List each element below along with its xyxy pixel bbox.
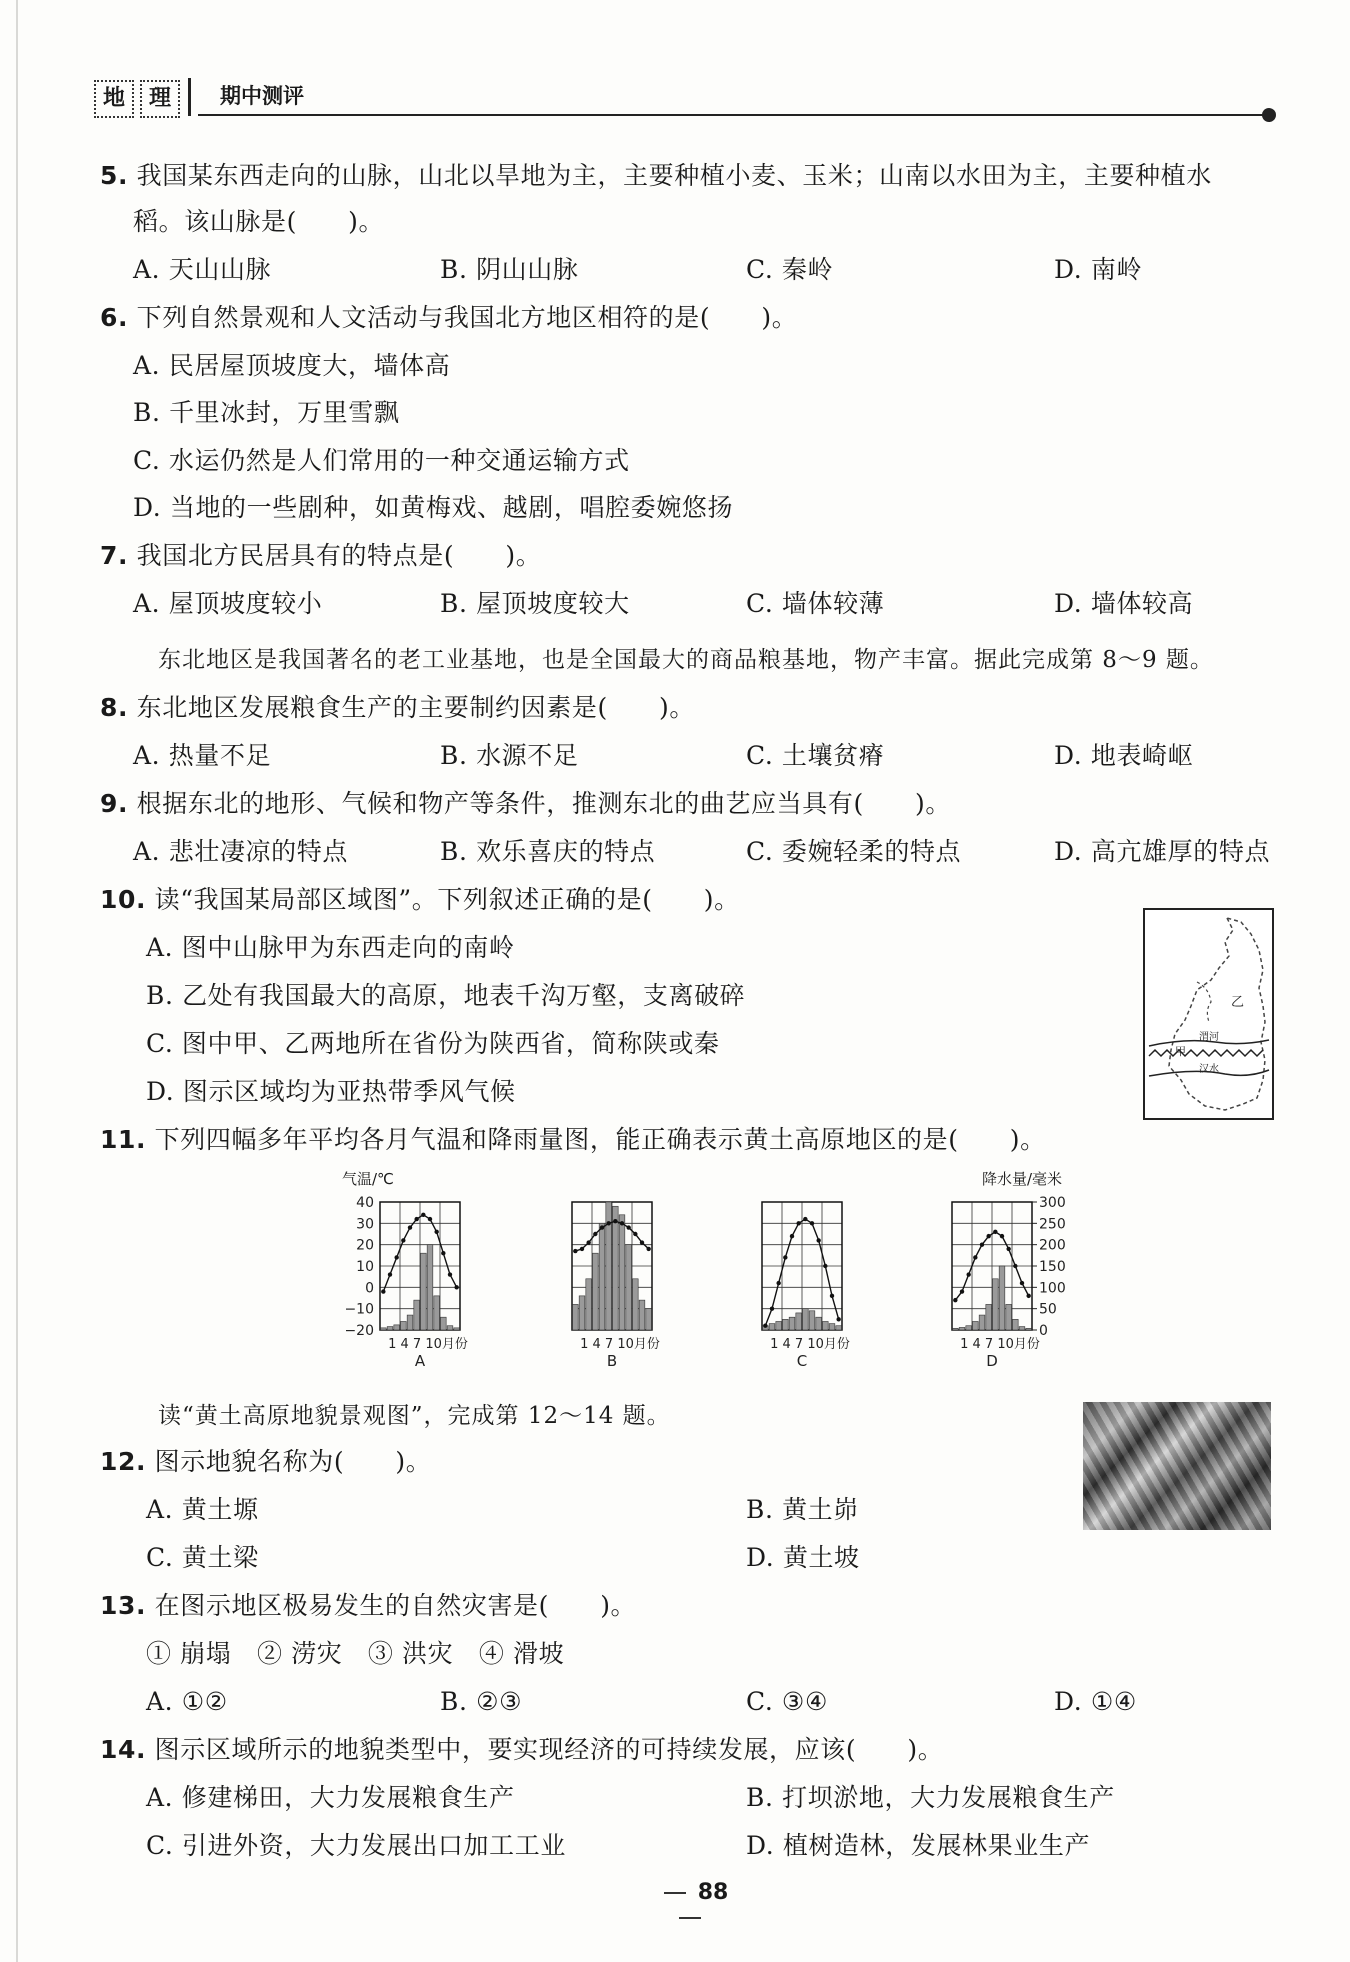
temp-point: [770, 1306, 774, 1310]
question-14: [100, 1734, 943, 1766]
question-number: 12.: [100, 1447, 147, 1476]
precip-bar: [633, 1279, 639, 1330]
precip-bar: [381, 1328, 387, 1330]
precip-bar: [776, 1321, 782, 1330]
chart-letter-label: B: [606, 1352, 618, 1368]
regional-map-drawing: [1145, 910, 1272, 1118]
question-12: [100, 1446, 431, 1478]
month-axis-label: 1 4 7 10月份: [580, 1337, 660, 1352]
temp-tick-label: 40: [356, 1195, 374, 1211]
temp-point: [1026, 1294, 1030, 1298]
temp-point: [980, 1242, 984, 1246]
precip-bar: [796, 1313, 802, 1330]
temp-point: [966, 1272, 970, 1276]
option-c[interactable]: C. 秦岭: [746, 255, 834, 284]
question-stem: 下列四幅多年平均各月气温和降雨量图，能正确表示黄土高原地区的是( )。: [154, 1125, 1046, 1154]
temp-point: [816, 1238, 820, 1242]
temp-point: [421, 1213, 425, 1217]
question-stem: 根据东北的地形、气候和物产等条件，推测东北的曲艺应当具有( )。: [136, 789, 951, 818]
option-c[interactable]: C. 图中甲、乙两地所在省份为陕西省，简称陕或秦: [146, 1029, 720, 1058]
subject-char: 理: [140, 80, 180, 118]
option-a[interactable]: A. 图中山脉甲为东西走向的南岭: [146, 933, 515, 962]
temp-point: [573, 1249, 577, 1253]
option-c[interactable]: C. 引进外资，大力发展出口加工工业: [146, 1831, 566, 1860]
precip-bar: [1026, 1328, 1032, 1330]
precip-bar: [454, 1328, 460, 1330]
climate-chart-svg: [330, 1168, 1090, 1368]
page-edge: [16, 0, 18, 1962]
precip-bar: [953, 1328, 959, 1330]
question-stem: 在图示地区极易发生的自然灾害是( )。: [154, 1591, 637, 1620]
precip-bar: [829, 1324, 835, 1330]
option-d[interactable]: D. ①④: [1054, 1687, 1137, 1716]
page-number: [630, 1880, 750, 1930]
question-stem: 东北地区发展粮食生产的主要制约因素是( )。: [136, 693, 695, 722]
month-axis-label: 1 4 7 10月份: [960, 1337, 1040, 1352]
option-d[interactable]: D. 墙体较高: [1054, 589, 1194, 618]
precip-tick-label: 300: [1039, 1195, 1066, 1211]
precip-bar: [769, 1324, 775, 1330]
precip-bar: [816, 1317, 822, 1330]
temp-point: [993, 1230, 997, 1234]
temp-point: [401, 1238, 405, 1242]
precip-bar: [427, 1245, 433, 1330]
precip-tick-label: 100: [1039, 1280, 1066, 1297]
temp-point: [640, 1240, 644, 1244]
precip-bar: [1013, 1319, 1019, 1330]
option-d[interactable]: D. 黄土坡: [746, 1543, 860, 1572]
precip-bar: [586, 1279, 592, 1330]
question-number: 5.: [100, 161, 129, 190]
question-11: [100, 1124, 1046, 1156]
option-b[interactable]: B. 乙处有我国最大的高原，地表千沟万壑，支离破碎: [146, 981, 746, 1010]
precip-bar: [599, 1223, 605, 1330]
option-b[interactable]: B. 千里冰封，万里雪飘: [133, 398, 400, 427]
precip-bar: [593, 1253, 599, 1330]
precip-bar: [789, 1317, 795, 1330]
option-d[interactable]: D. 植树造林，发展林果业生产: [746, 1831, 1091, 1860]
precip-tick-label: 0: [1039, 1323, 1048, 1339]
precip-bar: [579, 1296, 585, 1330]
climate-charts: [330, 1168, 1090, 1368]
temp-point: [973, 1255, 977, 1259]
question-stem-cont: 稻。该山脉是( )。: [133, 207, 385, 236]
option-a[interactable]: A. 民居屋顶坡度大，墙体高: [133, 351, 451, 380]
temp-point: [620, 1221, 624, 1225]
question-10: [100, 884, 740, 916]
precip-bar: [619, 1215, 625, 1330]
loess-landform-photo: [1083, 1402, 1271, 1530]
temp-point: [593, 1232, 597, 1236]
precip-bar: [959, 1327, 965, 1330]
option-d[interactable]: D. 图示区域均为亚热带季风气候: [146, 1077, 516, 1106]
option-a[interactable]: A. 修建梯田，大力发展粮食生产: [146, 1783, 515, 1812]
option-b[interactable]: B. ②③: [440, 1687, 523, 1716]
map-label-yi: 乙: [1231, 995, 1245, 1010]
temp-point: [823, 1264, 827, 1268]
temp-point: [606, 1221, 610, 1225]
option-b[interactable]: B. 水源不足: [440, 741, 579, 770]
temp-point: [381, 1289, 385, 1293]
temp-point: [830, 1294, 834, 1298]
question-number: 10.: [100, 885, 147, 914]
regional-map: [1143, 908, 1274, 1120]
section-title: 期中测评: [220, 84, 304, 108]
chart-letter-label: D: [986, 1352, 998, 1368]
precip-bar: [447, 1326, 453, 1330]
page-header: [94, 76, 1274, 120]
precip-tick-label: 250: [1039, 1216, 1066, 1233]
header-divider: [188, 78, 191, 116]
precip-bar: [823, 1321, 829, 1330]
chart-letter-label: A: [414, 1352, 426, 1368]
temp-tick-label: −20: [344, 1323, 374, 1339]
question-13: [100, 1590, 636, 1622]
temp-point: [428, 1217, 432, 1221]
precip-bar: [573, 1304, 579, 1330]
month-axis-label: 1 4 7 10月份: [388, 1337, 468, 1352]
temp-point: [1013, 1264, 1017, 1268]
question-number: 6.: [100, 303, 129, 332]
question-number: 9.: [100, 789, 129, 818]
precip-bar: [803, 1309, 809, 1330]
option-b[interactable]: B. 阴山山脉: [440, 255, 579, 284]
temp-point: [441, 1251, 445, 1255]
precip-bar: [1006, 1304, 1012, 1330]
option-a[interactable]: A. ①②: [146, 1687, 228, 1716]
precip-bar: [434, 1296, 440, 1330]
option-d[interactable]: D. 南岭: [1054, 255, 1143, 284]
right-axis-title: 降水量/毫米: [982, 1170, 1063, 1188]
temp-point: [580, 1247, 584, 1251]
option-a[interactable]: A. 热量不足: [133, 741, 272, 770]
option-c[interactable]: C. 黄土梁: [146, 1543, 259, 1572]
subject-char: 地: [94, 80, 134, 118]
question-number: 13.: [100, 1591, 147, 1620]
precip-bar: [401, 1321, 407, 1330]
header-dot: [1262, 108, 1276, 122]
question-7: [100, 540, 541, 572]
precip-tick-label: 200: [1039, 1237, 1066, 1254]
option-c[interactable]: C. 墙体较薄: [746, 589, 885, 618]
temp-tick-label: 0: [365, 1280, 374, 1297]
temp-tick-label: 10: [356, 1259, 374, 1275]
option-c[interactable]: C. 水运仍然是人们常用的一种交通运输方式: [133, 446, 630, 475]
temp-point: [783, 1255, 787, 1259]
temp-point: [454, 1285, 458, 1289]
option-a[interactable]: A. 黄土塬: [146, 1495, 259, 1524]
question-number: 14.: [100, 1735, 147, 1764]
subject-badge: [94, 80, 180, 118]
temp-point: [448, 1272, 452, 1276]
precip-bar: [986, 1304, 992, 1330]
temp-point: [613, 1219, 617, 1223]
temp-point: [790, 1234, 794, 1238]
precip-bar: [979, 1315, 985, 1330]
precip-bar: [783, 1319, 789, 1330]
map-label-jia: 甲: [1175, 1045, 1186, 1058]
temp-point: [646, 1247, 650, 1251]
precip-bar: [421, 1253, 427, 1330]
temp-tick-label: −10: [344, 1301, 374, 1318]
precip-bar: [613, 1206, 619, 1330]
map-label-hanshui: 汉水: [1199, 1064, 1219, 1075]
precip-bar: [414, 1300, 420, 1330]
option-a[interactable]: A. 天山山脉: [133, 255, 272, 284]
page-number-text: 88: [697, 1880, 729, 1905]
precip-bar: [639, 1300, 645, 1330]
precip-bar: [809, 1311, 815, 1330]
temp-point: [836, 1317, 840, 1321]
question-stem: 我国北方民居具有的特点是( )。: [136, 541, 542, 570]
option-b[interactable]: B. 打坝淤地，大力发展粮食生产: [746, 1783, 1115, 1812]
precip-bar: [394, 1325, 400, 1330]
precip-bar: [626, 1245, 632, 1330]
precip-bar: [836, 1326, 842, 1330]
precip-tick-label: 150: [1039, 1259, 1066, 1275]
option-d[interactable]: D. 地表崎岖: [1054, 741, 1194, 770]
temp-point: [586, 1240, 590, 1244]
temp-point: [388, 1272, 392, 1276]
question-stem: 下列自然景观和人文活动与我国北方地区相符的是( )。: [136, 303, 798, 332]
precip-bar: [387, 1327, 393, 1330]
question-9: [100, 788, 951, 820]
temp-point: [986, 1234, 990, 1238]
header-rule: [198, 114, 1268, 116]
precip-bar: [993, 1279, 999, 1330]
temp-point: [960, 1289, 964, 1293]
month-axis-label: 1 4 7 10月份: [770, 1337, 850, 1352]
intro-text: 东北地区是我国著名的老工业基地，也是全国最大的商品粮基地，物产丰富。据此完成第 8～9 题。: [158, 647, 1214, 673]
temp-point: [600, 1225, 604, 1229]
temp-point: [810, 1221, 814, 1225]
question-stem: 图示地貌名称为( )。: [154, 1447, 432, 1476]
left-axis-title: 气温/℃: [342, 1170, 394, 1188]
option-b[interactable]: B. 黄土峁: [746, 1495, 859, 1524]
precip-bar: [1019, 1327, 1025, 1330]
option-a[interactable]: A. 屋顶坡度较小: [133, 589, 323, 618]
option-b[interactable]: B. 屋顶坡度较大: [440, 589, 630, 618]
map-label-weihe: 渭河: [1199, 1032, 1219, 1043]
precip-tick-label: 50: [1039, 1301, 1057, 1318]
question-stem: 图示区域所示的地貌类型中，要实现经济的可持续发展，应该( )。: [154, 1735, 944, 1764]
question-number: 7.: [100, 541, 129, 570]
option-c[interactable]: C. 委婉轻柔的特点: [746, 837, 962, 866]
temp-point: [763, 1324, 767, 1328]
temp-point: [434, 1230, 438, 1234]
temp-point: [633, 1232, 637, 1236]
option-c[interactable]: C. 土壤贫瘠: [746, 741, 885, 770]
temp-point: [408, 1225, 412, 1229]
temp-point: [394, 1255, 398, 1259]
precip-bar: [407, 1315, 413, 1330]
precip-bar: [441, 1317, 447, 1330]
temp-tick-label: 30: [356, 1216, 374, 1233]
temp-point: [953, 1298, 957, 1302]
choice-list: ① 崩塌 ② 涝灾 ③ 洪灾 ④ 滑坡: [146, 1639, 565, 1668]
precip-bar: [999, 1266, 1005, 1330]
temp-point: [1020, 1281, 1024, 1285]
intro-text: 读“黄土高原地貌景观图”，完成第 12～14 题。: [158, 1403, 671, 1429]
precip-bar: [973, 1321, 979, 1330]
option-c[interactable]: C. ③④: [746, 1687, 828, 1716]
temp-point: [626, 1225, 630, 1229]
temp-point: [796, 1221, 800, 1225]
temp-point: [414, 1217, 418, 1221]
question-8: [100, 692, 695, 724]
question-5: [100, 160, 1212, 192]
temp-tick-label: 20: [356, 1237, 374, 1254]
question-number: 8.: [100, 693, 129, 722]
precip-bar: [646, 1309, 652, 1330]
temp-point: [776, 1281, 780, 1285]
option-b[interactable]: B. 欢乐喜庆的特点: [440, 837, 656, 866]
option-d[interactable]: D. 当地的一些剧种，如黄梅戏、越剧，唱腔委婉悠扬: [133, 493, 734, 522]
temp-point: [1000, 1234, 1004, 1238]
question-6: [100, 302, 797, 334]
question-stem: 读“我国某局部区域图”。下列叙述正确的是( )。: [154, 885, 740, 914]
question-stem: 我国某东西走向的山脉，山北以旱地为主，主要种植小麦、玉米；山南以水田为主，主要种植水: [136, 161, 1212, 190]
chart-letter-label: C: [796, 1352, 808, 1368]
temp-point: [803, 1217, 807, 1221]
temp-point: [1006, 1247, 1010, 1251]
question-number: 11.: [100, 1125, 147, 1154]
option-a[interactable]: A. 悲壮凄凉的特点: [133, 837, 348, 866]
precip-bar: [966, 1326, 972, 1330]
option-d[interactable]: D. 高亢雄厚的特点: [1054, 837, 1271, 866]
